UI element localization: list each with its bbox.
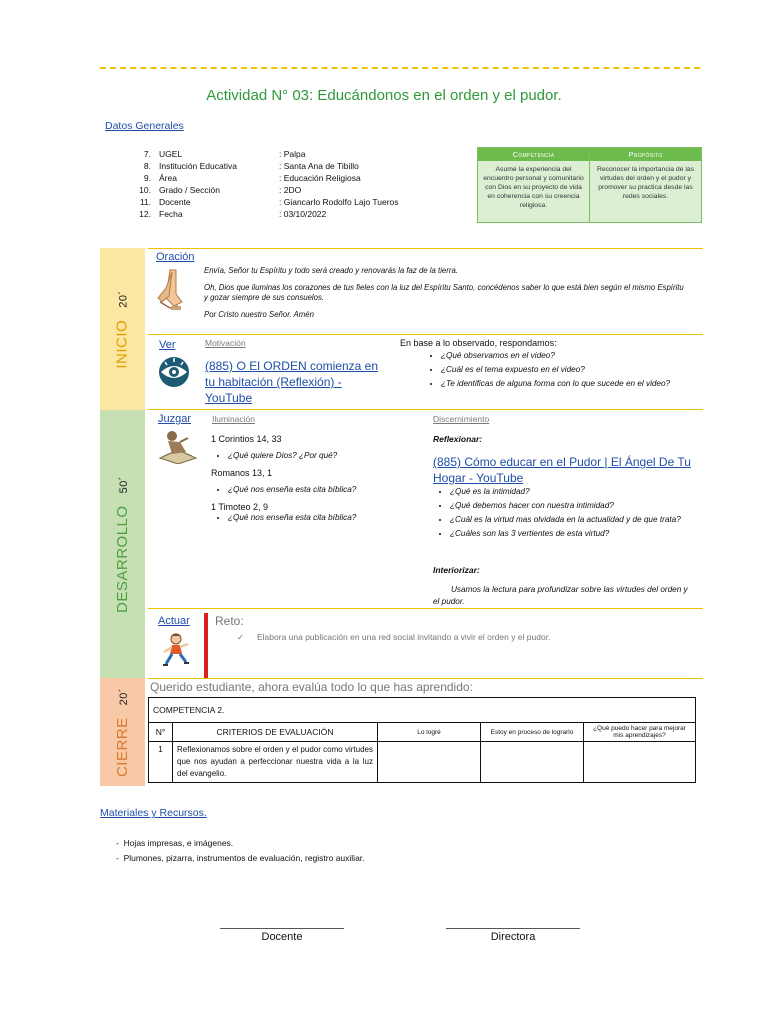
ver-prompt: En base a lo observado, respondamos: (400, 338, 557, 348)
list-item: • ¿Te identificas de alguna forma con lo que sucede en el video? (441, 378, 700, 389)
list-item: • ¿Qué nos enseña esta cita bíblica? (228, 485, 356, 494)
inicio-label (114, 290, 131, 368)
ver-questions (424, 350, 700, 392)
motivacion-video-link[interactable]: (885) ⭘ El ORDEN comienza en tu habitación (Reflexión) - YouTube (205, 359, 378, 405)
table-row (149, 698, 696, 723)
actuar-heading: Actuar (158, 615, 190, 627)
cita-3-question (211, 513, 356, 525)
column-header: N° (149, 723, 173, 742)
datos-row (125, 196, 479, 208)
desarrollo-label (114, 476, 131, 613)
docente-signature-line (220, 928, 344, 929)
directora-label: Directora (490, 931, 536, 943)
oracion-heading: Oración (156, 251, 195, 263)
datos-label: Área (159, 173, 177, 183)
table-cell-en-proceso[interactable] (481, 742, 584, 783)
inicio-band (100, 248, 145, 410)
competencia-header: Competencia (478, 148, 589, 161)
oracion-line: Por Cristo nuestro Señor. Amén (204, 310, 314, 319)
datos-num: 12. (139, 209, 151, 219)
cierre-label (114, 687, 131, 776)
proposito-column (590, 147, 702, 223)
top-dashed-divider (100, 67, 700, 69)
list-item: • ¿Qué quiere Dios? ¿Por qué? (228, 451, 337, 460)
ver-heading: Ver (159, 339, 176, 351)
cita-1-question (211, 451, 337, 463)
iluminacion-label: Iluminación (212, 414, 255, 424)
competencia-text: Asume la experiencia del encuentro personal y comunitario con Dios en su proyecto de vida en coherencia con su creencia religiosa. (478, 161, 589, 222)
juzgar-heading: Juzgar (158, 413, 192, 425)
list-item: - Plumones, pizarra, instrumentos de evaluación, registro auxiliar. (116, 853, 365, 863)
materiales-item: Plumones, pizarra, instrumentos de evaluación, registro auxiliar. (123, 853, 365, 863)
datos-value: : 2DO (279, 185, 302, 195)
reflexionar-label: Reflexionar: (433, 434, 483, 444)
cita-2-question (211, 485, 356, 497)
oracion-line: Oh, Dios que iluminas los corazones de tus fieles con la luz del Espíritu Santo, concédenos saber lo que está bien según el mismo Espíritu y gozar siempre de sus consuelos. (204, 283, 684, 302)
eye-icon (156, 356, 192, 393)
discernimiento-label: Discernimiento (433, 414, 490, 424)
cita-1: 1 Corintios 14, 33 (211, 434, 282, 444)
datos-row (125, 184, 479, 196)
datos-num: 8. (143, 161, 151, 171)
list-item: • ¿Qué es la intimidad? (450, 486, 695, 497)
reto-label: Reto: (215, 614, 244, 628)
datos-num: 9. (143, 173, 151, 183)
proposito-text: Reconocer la importancia de las virtudes del orden y el pudor y promover su practica desde las redes sociales. (590, 161, 701, 222)
table-cell-lo-logre[interactable] (378, 742, 481, 783)
cita-3: 1 Timoteo 2, 9 (211, 502, 269, 512)
table-cell-mejorar[interactable] (584, 742, 696, 783)
reto-accent-bar (204, 613, 208, 678)
cierre-label-wrap (100, 678, 145, 786)
discernimiento-video-link[interactable]: (885) Cómo educar en el Pudor | El Ángel De Tu Hogar - YouTube (433, 455, 691, 485)
discernimiento-questions (433, 486, 695, 542)
datos-value: : Santa Ana de Tibillo (279, 161, 359, 171)
separator-line (148, 334, 703, 335)
separator-line (148, 678, 703, 679)
desarrollo-label-wrap (100, 410, 145, 678)
praying-hands-icon (152, 266, 194, 315)
materiales-item: Hojas impresas, e imágenes. (123, 838, 234, 848)
datos-row (125, 172, 479, 184)
table-row (149, 742, 696, 783)
table-row (149, 723, 696, 742)
cierre-label-text: CIERRE (114, 716, 131, 777)
cierre-band (100, 678, 145, 786)
list-item: - Hojas impresas, e imágenes. (116, 838, 234, 848)
datos-label: Institución Educativa (159, 161, 237, 171)
datos-num: 7. (143, 149, 151, 159)
table-cell: 1 (149, 742, 173, 783)
materiales-heading: Materiales y Recursos. (100, 807, 207, 819)
list-item: • ¿Cuál es el tema expuesto en el video? (441, 364, 700, 375)
datos-row (125, 148, 479, 160)
separator-line (148, 409, 703, 410)
motivacion-label: Motivación (205, 338, 246, 348)
cierre-time: 20´ (118, 687, 130, 705)
interiorizar-label: Interiorizar: (433, 565, 480, 575)
inicio-time: 20´ (118, 289, 130, 308)
reto-text: Elabora una publicación en una red social invitando a vivir el orden y el pudor. (257, 632, 551, 642)
datos-value: : Educación Religiosa (279, 173, 361, 183)
desarrollo-time: 50´ (118, 475, 131, 493)
competencia-proposito-box (477, 147, 702, 223)
table-cell: Reflexionamos sobre el orden y el pudor como virtudes que nos ayudan a perfeccionar nuestra vida a la luz del evangelio. (173, 742, 378, 783)
datos-generales-heading: Datos Generales (105, 120, 184, 132)
desarrollo-band (100, 410, 145, 678)
datos-value: : Giancarlo Rodolfo Lajo Tueros (279, 197, 399, 207)
datos-label: Fecha (159, 209, 183, 219)
competencia-cell: COMPETENCIA 2. (149, 698, 696, 723)
materiales-list (116, 836, 365, 866)
proposito-header: Propósito (590, 148, 701, 161)
list-item: • ¿Qué debemos hacer con nuestra intimidad? (450, 500, 695, 511)
reto-check-icon: ✓ (237, 632, 245, 642)
datos-value: : Palpa (279, 149, 306, 159)
column-header: CRITERIOS DE EVALUACIÓN (173, 723, 378, 742)
datos-row (125, 160, 479, 172)
datos-num: 11. (139, 197, 151, 207)
oracion-text (204, 266, 684, 320)
inicio-label-wrap (100, 248, 145, 410)
datos-label: UGEL (159, 149, 183, 159)
docente-label: Docente (261, 931, 303, 943)
list-item: • ¿Qué nos enseña esta cita bíblica? (228, 513, 356, 522)
separator-line (148, 608, 703, 609)
desarrollo-label-text: DESARROLLO (114, 504, 132, 613)
interiorizar-text: Usamos la lectura para profundizar sobre las virtudes del orden y el pudor. (433, 585, 688, 606)
inicio-label-text: INICIO (114, 319, 131, 369)
bible-reading-icon (158, 428, 198, 469)
directora-signature-line (446, 928, 580, 929)
list-item: • ¿Cuál es la virtud mas olvidada en la actualidad y de que trata? (450, 514, 695, 525)
datos-num: 10. (139, 185, 151, 195)
datos-label: Docente (159, 197, 191, 207)
datos-value: : 03/10/2022 (279, 209, 327, 219)
column-header: Estoy en proceso de lograrlo (481, 723, 584, 742)
cita-2: Romanos 13, 1 (211, 468, 273, 478)
running-child-icon (158, 632, 194, 673)
competencia-column (477, 147, 590, 223)
datos-generales-list (125, 148, 479, 220)
list-item: • ¿Cuáles son las 3 vertientes de esta virtud? (450, 528, 695, 539)
list-item: • ¿Qué observamos en el video? (441, 350, 700, 361)
page-title: Actividad N° 03: Educándonos en el orden y el pudor. (206, 87, 562, 104)
column-header: ¿Qué puedo hacer para mejorar mis aprendizajes? (584, 723, 696, 742)
datos-label: Grado / Sección (159, 185, 220, 195)
datos-row (125, 208, 479, 220)
evaluation-table (148, 697, 696, 783)
separator-line (148, 248, 703, 249)
cierre-intro: Querido estudiante, ahora evalúa todo lo que has aprendido: (150, 680, 473, 694)
column-header: Lo logré (378, 723, 481, 742)
oracion-line: Envía, Señor tu Espíritu y todo será creado y renovarás la faz de la tierra. (204, 266, 458, 275)
